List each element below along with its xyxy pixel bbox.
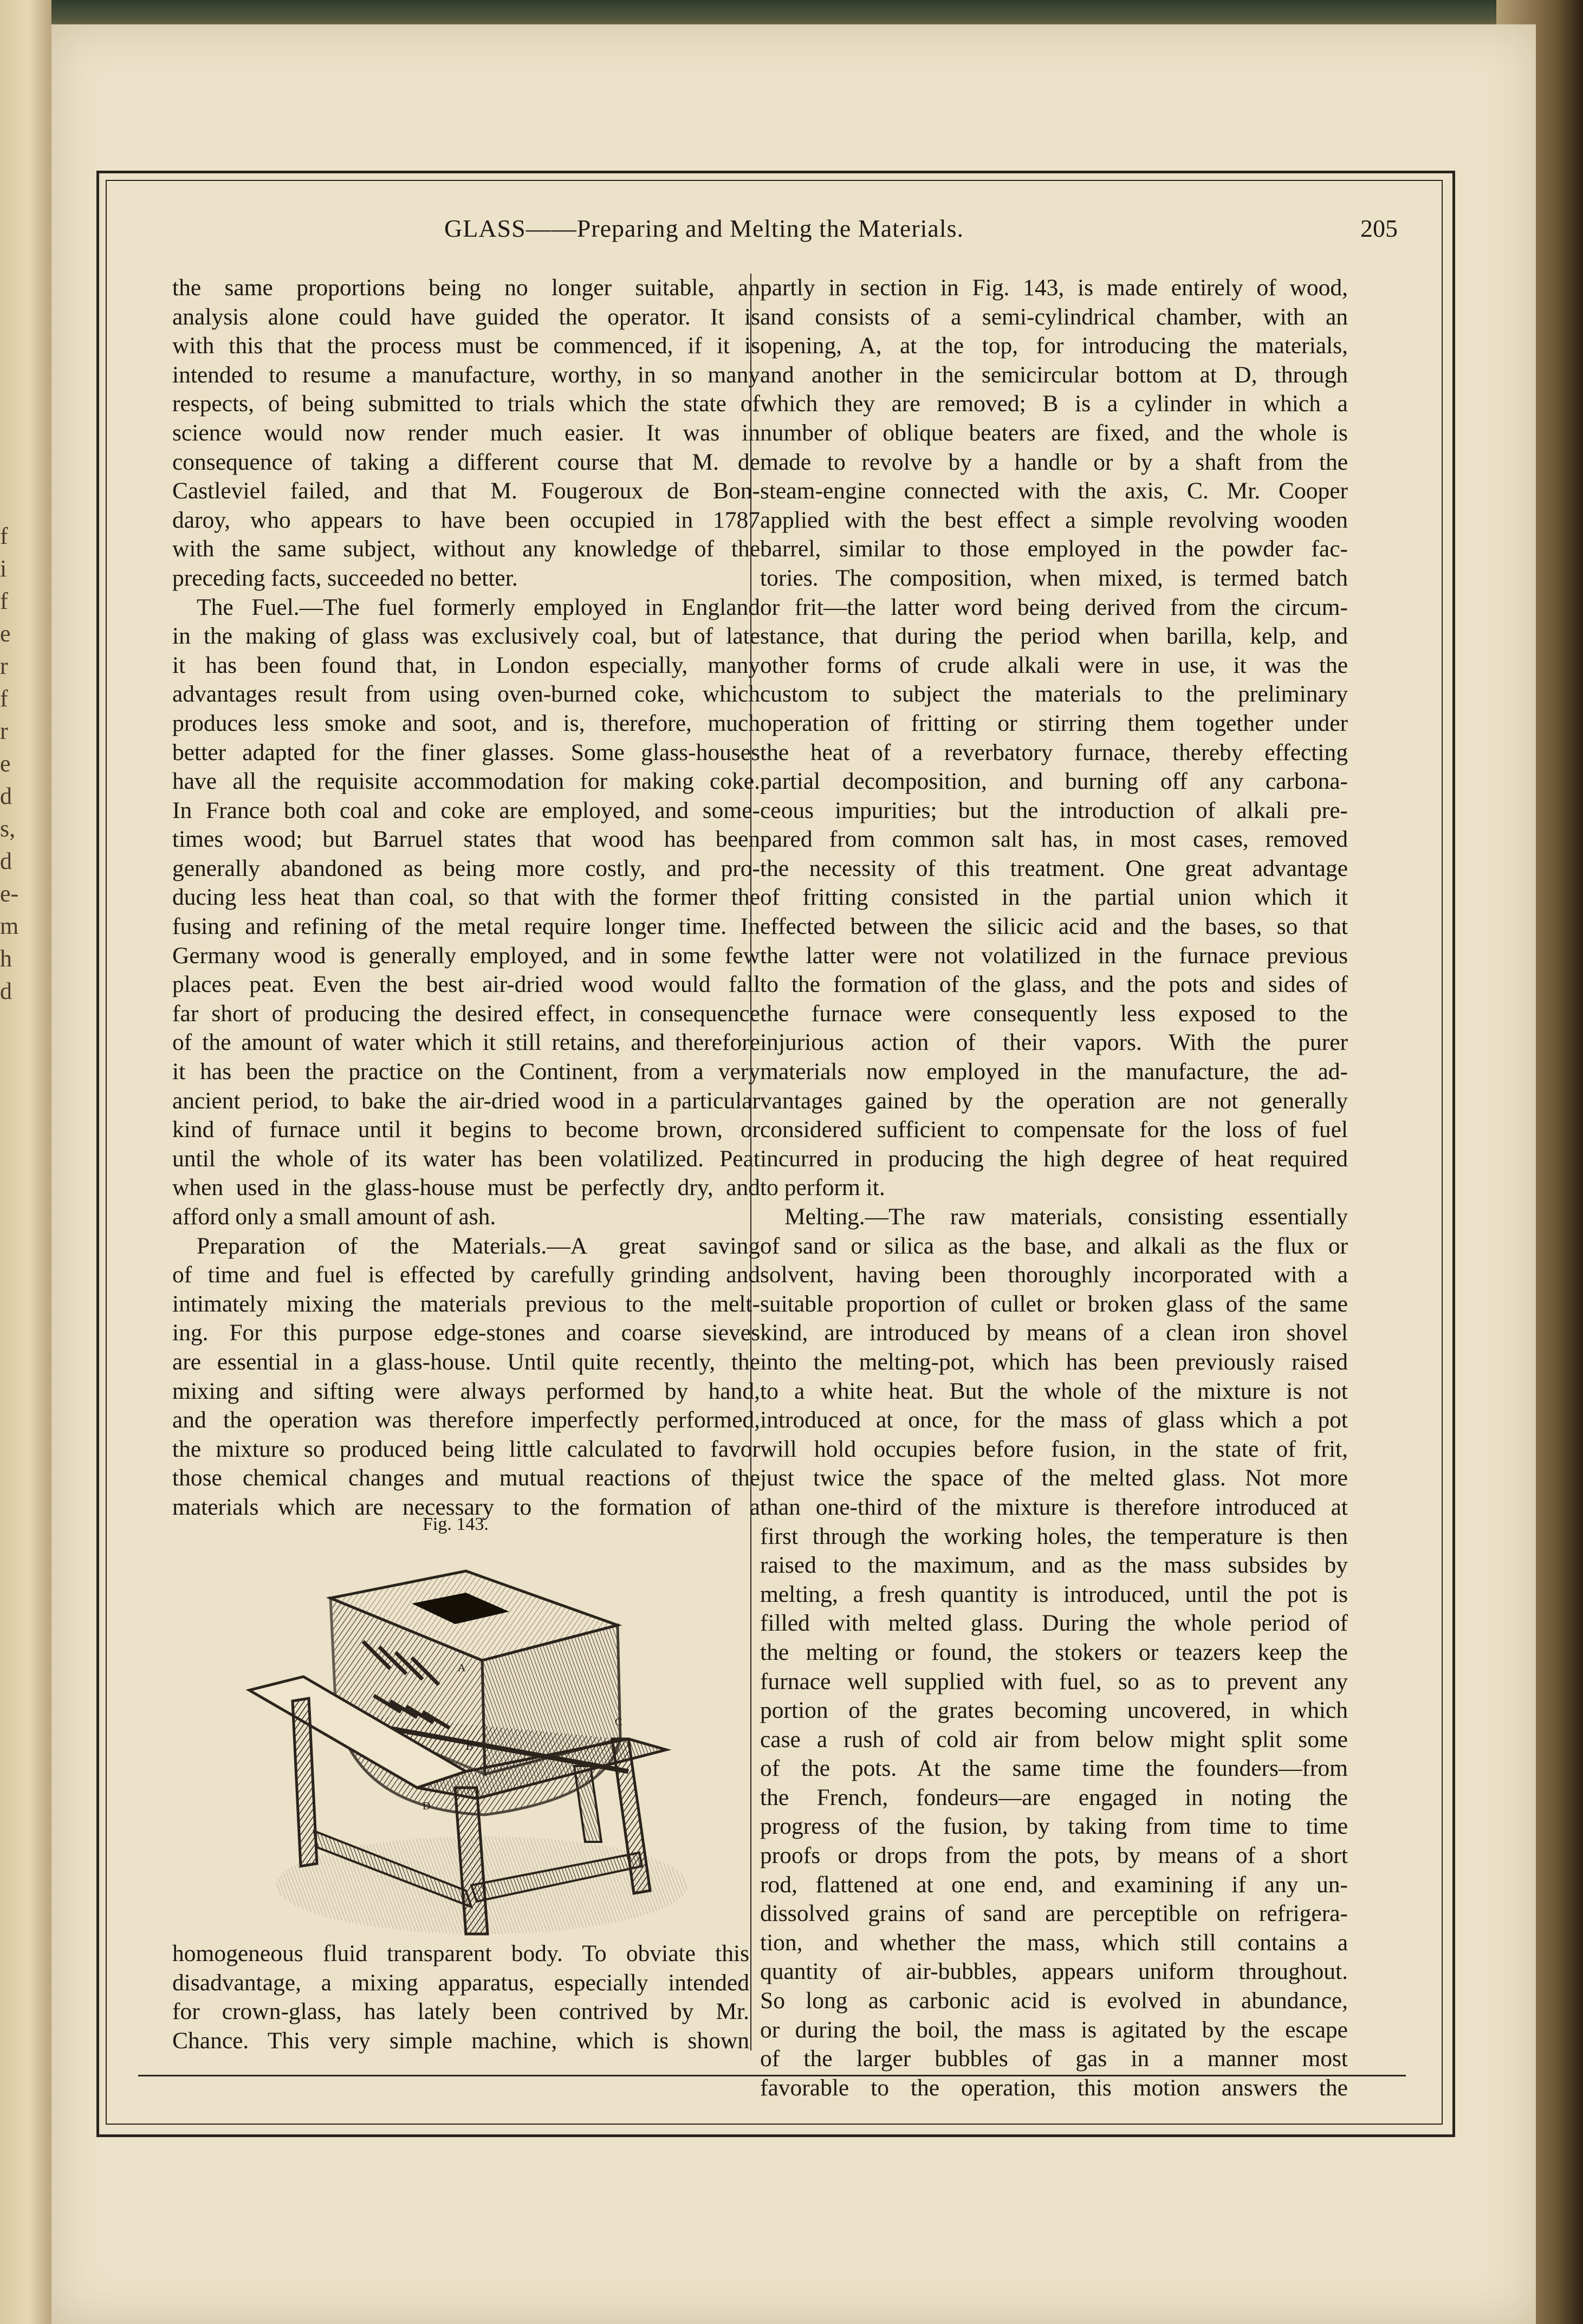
text-line: it has been found that, in London especially, many [172, 652, 760, 678]
text-line: stance, that during the period when barilla, kelp, and [760, 623, 1348, 650]
margin-fragment: h [0, 945, 12, 972]
text-line: tion, and whether the mass, which still contains a [760, 1929, 1348, 1956]
text-line: the same proportions being no longer suitable, an [172, 275, 760, 301]
page-number: 205 [1360, 215, 1398, 242]
text-line: Chance. This very simple machine, which is shown [172, 2027, 749, 2054]
text-line: far short of producing the desired effect, in consequence [172, 1000, 760, 1027]
text-line: those chemical changes and mutual reactions of the [172, 1465, 760, 1491]
text-line: which they are removed; B is a cylinder in which a [760, 391, 1348, 417]
text-line: preceding facts, succeeded no better. [172, 564, 518, 591]
text-line: suitable proportion of cullet or broken glass of the same [760, 1290, 1348, 1317]
text-line: afford only a small amount of ash. [172, 1204, 496, 1230]
text-line: other forms of crude alkali were in use, it was the [760, 652, 1348, 678]
text-line: introduced at once, for the mass of glass which a pot [760, 1407, 1348, 1433]
text-line: number of oblique beaters are fixed, and the whole is [760, 419, 1348, 446]
text-line: in the making of glass was exclusively coal, but of late [172, 623, 760, 650]
margin-fragment: f [0, 685, 8, 712]
text-line: of fritting consisted in the partial union which it [760, 884, 1348, 911]
right-column [760, 274, 1348, 2102]
text-line: progress of the fusion, by taking from time to time [760, 1813, 1348, 1840]
text-line: filled with melted glass. During the whole period of [760, 1610, 1348, 1637]
text-line: Melting.—The raw materials, consisting essentially [784, 1204, 1348, 1230]
text-line: and another in the semicircular bottom at D, through [760, 361, 1348, 388]
text-line: proofs or drops from the pots, by means of a short [760, 1842, 1348, 1869]
text-line: case a rush of cold air from below might split some [760, 1726, 1348, 1752]
mixing-machine-illustration [238, 1560, 710, 1950]
text-line: ceous impurities; but the introduction of alkali pre- [760, 797, 1348, 823]
text-line: partly in section in Fig. 143, is made entirely of wood, [760, 275, 1348, 301]
margin-fragment: e [0, 750, 11, 777]
text-line: portion of the grates becoming uncovered, in which [760, 1697, 1348, 1724]
text-line: ing. For this purpose edge-stones and coarse sieves [172, 1320, 760, 1346]
text-line: of the pots. At the same time the founders—from [760, 1755, 1348, 1782]
text-line: custom to subject the materials to the preliminary [760, 681, 1348, 707]
text-line: considered sufficient to compensate for the loss of fuel [760, 1116, 1348, 1143]
text-line: barrel, similar to those employed in the powder fac- [760, 536, 1348, 562]
text-line: homogeneous fluid transparent body. To obviate this [172, 1940, 749, 1966]
text-line: for crown-glass, has lately been contrived by Mr. [172, 1998, 749, 2025]
text-line: are essential in a glass-house. Until quite recently, the [172, 1348, 760, 1375]
text-line: will hold occupies before fusion, in the state of frit, [760, 1436, 1348, 1462]
margin-fragment: d [0, 848, 12, 874]
margin-fragment: i [0, 555, 7, 582]
text-line: analysis alone could have guided the operator. It is [172, 303, 760, 330]
text-line: advantages result from using oven-burned coke, which [172, 681, 760, 707]
text-line: the necessity of this treatment. One great advantage [760, 855, 1348, 881]
text-line: the melting or found, the stokers or teazers keep the [760, 1639, 1348, 1665]
text-line: applied with the best effect a simple revolving wooden [760, 507, 1348, 533]
text-line: vantages gained by the operation are not generally [760, 1087, 1348, 1114]
margin-fragment: d [0, 783, 12, 809]
text-line: quantity of air-bubbles, appears uniform throughout. [760, 1958, 1348, 1985]
text-line: rod, flattened at one end, and examining if any un- [760, 1871, 1348, 1898]
margin-fragment: e- [0, 880, 19, 907]
text-line: first through the working holes, the temperature is then [760, 1523, 1348, 1549]
text-line: So long as carbonic acid is evolved in abundance, [760, 1988, 1348, 2014]
text-line: Preparation of the Materials.—A great saving [197, 1232, 760, 1259]
text-line: ducing less heat than coal, so that with the former the [172, 884, 760, 911]
text-line: of time and fuel is effected by carefully grinding and [172, 1262, 760, 1288]
text-line: daroy, who appears to have been occupied in 1787 [172, 507, 760, 533]
text-line: of the amount of water which it still retains, and therefore [172, 1029, 760, 1056]
text-line: to a white heat. But the whole of the mixture is not [760, 1378, 1348, 1404]
left-column [172, 274, 760, 1522]
label-c: C [615, 1716, 622, 1728]
text-line: when used in the glass-house must be perfectly dry, and [172, 1174, 760, 1201]
text-line: intended to resume a manufacture, worthy, in so many [172, 361, 760, 388]
margin-fragment: d [0, 978, 12, 1004]
text-line: respects, of being submitted to trials which the state of [172, 391, 760, 417]
text-line: of the larger bubbles of gas in a manner most [760, 2046, 1348, 2072]
running-title: GLASS——Preparing and Melting the Materials. [444, 215, 964, 242]
text-line: or frit—the latter word being derived from the circum- [760, 594, 1348, 620]
text-line: incurred in producing the high degree of heat required [760, 1145, 1348, 1172]
text-line: furnace well supplied with fuel, so as to prevent any [760, 1668, 1348, 1695]
label-d: D [423, 1800, 431, 1812]
text-line: and the operation was therefore imperfectly performed, [172, 1407, 760, 1433]
text-line: melting, a fresh quantity is introduced, until the pot is [760, 1581, 1348, 1607]
text-line: it has been the practice on the Continent, from a very [172, 1059, 760, 1085]
text-line: better adapted for the finer glasses. Some glass-houses [172, 739, 760, 765]
text-line: kind, are introduced by means of a clean iron shovel [760, 1320, 1348, 1346]
text-line: the mixture so produced being little calculated to favor [172, 1436, 760, 1462]
text-line: the heat of a reverbatory furnace, thereby effecting [760, 739, 1348, 765]
label-a: A [458, 1662, 466, 1674]
text-line: the French, fondeurs—are engaged in noting the [760, 1784, 1348, 1810]
text-line: with the same subject, without any knowledge of the [172, 536, 760, 562]
text-line: science would now render much easier. It was in [172, 419, 760, 446]
figure-caption: Fig. 143. [423, 1514, 489, 1534]
margin-fragment: f [0, 588, 8, 614]
text-line: In France both coal and coke are employed, and some- [172, 797, 760, 823]
text-line: Castleviel failed, and that M. Fougeroux de Bon- [172, 478, 760, 504]
text-line: into the melting-pot, which has been previously raised [760, 1348, 1348, 1375]
text-line: favorable to the operation, this motion answers the [760, 2074, 1348, 2101]
adjacent-page-fragments [0, 520, 22, 2091]
text-line: times wood; but Barruel states that wood has been [172, 826, 760, 853]
text-line: places peat. Even the best air-dried wood would fall [172, 971, 760, 998]
text-line: with this that the process must be commenced, if it is [172, 333, 760, 359]
text-line: ancient period, to bake the air-dried wood in a particular [172, 1087, 760, 1114]
left-column-continuation [172, 1939, 749, 2055]
text-line: or during the boil, the mass is agitated by the escape [760, 2016, 1348, 2043]
text-line: have all the requisite accommodation for making coke. [172, 768, 760, 795]
margin-fragment: e [0, 620, 11, 647]
margin-fragment: r [0, 653, 8, 679]
text-line: made to revolve by a handle or by a shaft from the [760, 449, 1348, 475]
text-line: The Fuel.—The fuel formerly employed in England [197, 594, 760, 620]
text-line: operation of fritting or stirring them together under [760, 710, 1348, 736]
text-line: steam-engine connected with the axis, C. Mr. Cooper [760, 478, 1348, 504]
text-line: effected between the silicic acid and the bases, so that [760, 913, 1348, 940]
text-line: raised to the maximum, and as the mass subsides by [760, 1552, 1348, 1579]
text-line: tories. The composition, when mixed, is termed batch [760, 564, 1348, 591]
margin-fragment: r [0, 718, 8, 744]
text-line: generally abandoned as being more costly, and pro- [172, 855, 760, 881]
text-line: Germany wood is generally employed, and in some few [172, 942, 760, 969]
label-b: B [466, 1741, 473, 1752]
text-line: partial decomposition, and burning off any carbona- [760, 768, 1348, 795]
text-line: solvent, having been thoroughly incorporated with a [760, 1262, 1348, 1288]
text-line: kind of furnace until it begins to become brown, or [172, 1116, 760, 1143]
text-line: of sand or silica as the base, and alkali as the flux or [760, 1232, 1348, 1259]
text-line: materials now employed in the manufacture, the ad- [760, 1059, 1348, 1085]
text-line: to the formation of the glass, and the pots and sides of [760, 971, 1348, 998]
text-line: opening, A, at the top, for introducing the materials, [760, 333, 1348, 359]
margin-fragment: s, [0, 815, 16, 842]
text-line: fusing and refining of the metal require longer time. In [172, 913, 760, 940]
column-divider [750, 274, 751, 2050]
margin-fragment: m [0, 913, 19, 939]
text-line: disadvantage, a mixing apparatus, especially intended [172, 1969, 749, 1996]
text-line: dissolved grains of sand are perceptible on refrigera- [760, 1900, 1348, 1927]
text-line: intimately mixing the materials previous to the melt- [172, 1290, 760, 1317]
text-line: until the whole of its water has been volatilized. Peat [172, 1145, 760, 1172]
text-line: produces less smoke and soot, and is, therefore, much [172, 710, 760, 736]
text-line: than one-third of the mixture is therefore introduced at [760, 1494, 1348, 1520]
text-line: mixing and sifting were always performed by hand, [172, 1378, 760, 1404]
text-line: consequence of taking a different course that M. de [172, 449, 760, 475]
text-line: materials which are necessary to the formation of a [172, 1494, 760, 1520]
text-line: pared from common salt has, in most cases, removed [760, 826, 1348, 853]
text-line: just twice the space of the melted glass. Not more [760, 1465, 1348, 1491]
margin-fragment: f [0, 523, 8, 549]
text-line: injurious action of their vapors. With the purer [760, 1029, 1348, 1056]
text-line: to perform it. [760, 1174, 885, 1201]
text-line: the latter were not volatilized in the furnace previous [760, 942, 1348, 969]
text-line: the furnace were consequently less exposed to the [760, 1000, 1348, 1027]
running-header [135, 214, 1409, 246]
figure-mixing-machine [238, 1560, 710, 1950]
text-line: and consists of a semi-cylindrical chamber, with an [760, 303, 1348, 330]
